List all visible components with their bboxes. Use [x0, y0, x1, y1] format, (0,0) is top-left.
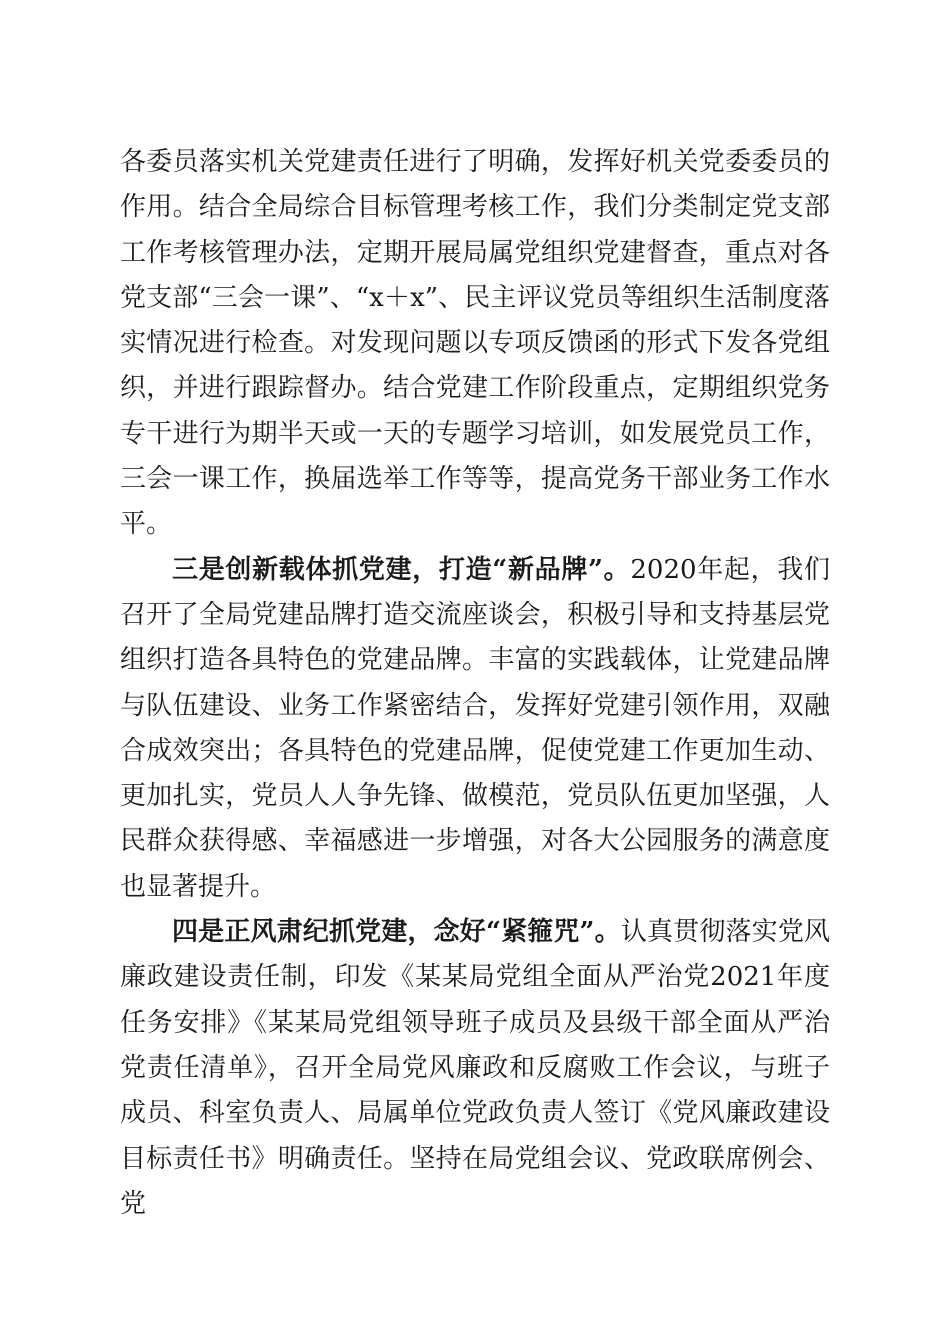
paragraph-new-brand: [120, 548, 830, 910]
paragraph-3-text: 认真贯彻落实党风廉政建设责任制，印发《某某局党组全面从严治党2021年度任务安排》《某某局党组领导班子成员及县级干部全面从严治党责任清单》，召开全局党风廉政和反腐败工作会议，与班子成员、科室负责人、局属单位党政负责人签订《党风廉政建设目标责任书》明确责任。坚持在局党组会议、党政联席例会、党: [120, 917, 830, 1219]
paragraph-discipline: [120, 910, 830, 1227]
paragraph-3-lead: 四是正风肃纪抓党建，念好“紧箍咒”。: [172, 917, 621, 948]
paragraph-2-text: 2020年起，我们召开了全局党建品牌打造交流座谈会，积极引导和支持基层党组织打造各具特色的党建品牌。丰富的实践载体，让党建品牌与队伍建设、业务工作紧密结合，发挥好党建引领作用，双融合成效突出；各具特色的党建品牌，促使党建工作更加生动、更加扎实，党员人人争先锋、做模范，党员队伍更加坚强，人民群众获得感、幸福感进一步增强，对各大公园服务的满意度也显著提升。: [120, 554, 830, 902]
paragraph-1-text: 各委员落实机关党建责任进行了明确，发挥好机关党委委员的作用。结合全局综合目标管理考核工作，我们分类制定党支部工作考核管理办法，定期开展局属党组织党建督查，重点对各党支部“三会一课”、“x＋x”、民主评议党员等组织生活制度落实情况进行检查。对发现问题以专项反馈函的形式下发各党组织，并进行跟踪督办。结合党建工作阶段重点，定期组织党务专干进行为期半天或一天的专题学习培训，如发展党员工作，三会一课工作，换届选举工作等等，提高党务干部业务工作水平。: [120, 147, 830, 540]
document-body: [120, 140, 830, 1227]
paragraph-continuation: [120, 140, 830, 548]
paragraph-2-lead: 三是创新载体抓党建，打造“新品牌”。: [172, 554, 631, 585]
